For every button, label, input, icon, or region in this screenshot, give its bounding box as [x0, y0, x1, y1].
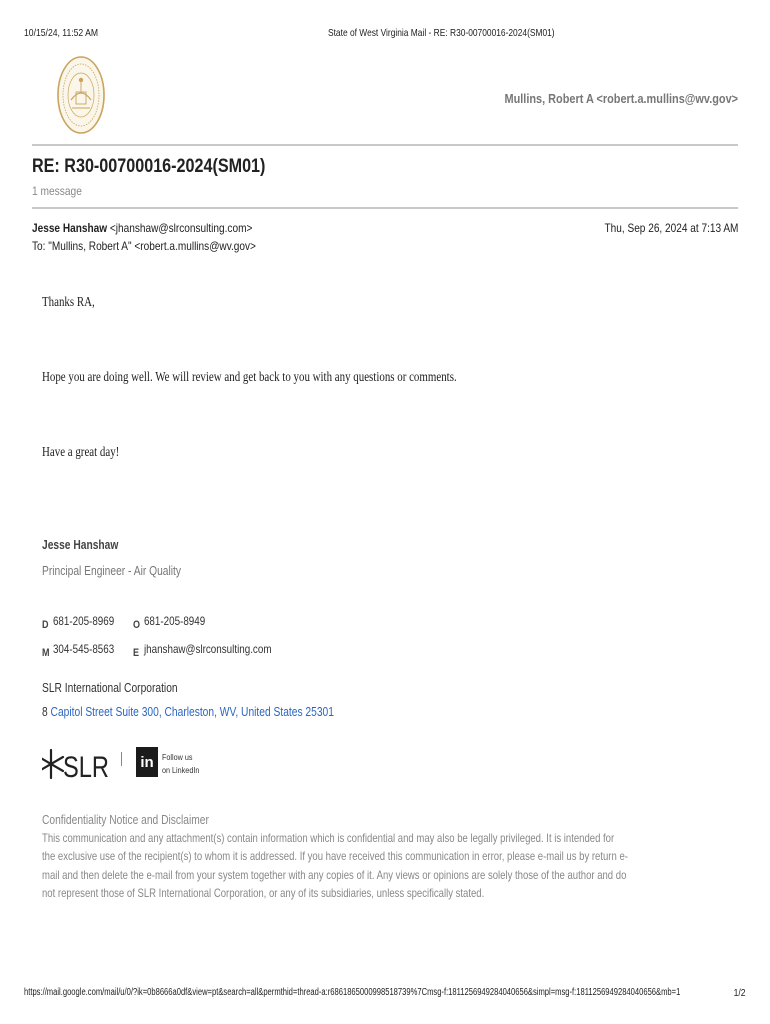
direct-key: D — [42, 619, 49, 631]
address-link[interactable]: Capitol Street Suite 300, Charleston, WV, United States 25301 — [50, 705, 334, 719]
signature-direct-phone: D 681-205-8969 — [42, 614, 115, 631]
sender-name: Jesse Hanshaw — [32, 221, 108, 235]
print-url: https://mail.google.com/mail/u/0/?ik=0b8666a0df&view=pt&search=all&permthid=thread-a:r6861865000998518739%7Cmsg-f:1811256949284040656&simpl=msg-f:1811256949284040656&mb=1 — [24, 987, 681, 998]
sender-email: <jhanshaw@slrconsulting.com> — [109, 221, 253, 235]
signature-office-phone: O 681-205-8949 — [133, 614, 206, 631]
logo-divider — [121, 752, 122, 766]
disclaimer-line: This communication and any attachment(s) contain information which is confidential and may also be legally privileged. It is intended for — [42, 831, 615, 845]
message-count: 1 message — [32, 184, 82, 198]
email-key: E — [133, 647, 140, 659]
signature-email[interactable]: E jhanshaw@slrconsulting.com — [133, 642, 272, 659]
disclaimer-title: Confidentiality Notice and Disclaimer — [42, 813, 209, 827]
message-greeting: Thanks RA, — [42, 295, 95, 310]
account-identity: Mullins, Robert A <robert.a.mullins@wv.gov> — [504, 91, 738, 106]
message-date: Thu, Sep 26, 2024 at 7:13 AM — [604, 221, 738, 235]
subject-divider — [32, 207, 738, 209]
disclaimer-line: mail and then delete the e-mail from your system together with any copies of it. Any views or opinions are solely those of the author and do — [42, 868, 627, 882]
signature-company: SLR International Corporation — [42, 681, 178, 695]
print-datetime: 10/15/24, 11:52 AM — [24, 27, 99, 39]
message-to: To: "Mullins, Robert A" <robert.a.mullins@wv.gov> — [32, 239, 256, 253]
thread-subject: RE: R30-00700016-2024(SM01) — [32, 156, 266, 177]
header-divider — [32, 144, 738, 146]
signature-title: Principal Engineer - Air Quality — [42, 564, 182, 578]
print-page-number: 1/2 — [734, 987, 746, 999]
linkedin-icon[interactable]: in — [136, 747, 158, 777]
mobile-key: M — [42, 647, 50, 659]
office-key: O — [133, 619, 141, 631]
signature-name: Jesse Hanshaw — [42, 538, 119, 552]
signature-address: 8 Capitol Street Suite 300, Charleston, WV, United States 25301 — [42, 705, 334, 719]
disclaimer-line: not represent those of SLR International Corporation, or any of its subsidiaries, unless specifically stated. — [42, 886, 485, 900]
message-paragraph: Hope you are doing well. We will review and get back to you with any questions or comments. — [42, 370, 457, 385]
slr-star-icon — [42, 750, 63, 778]
message-from — [32, 221, 294, 235]
message-closing: Have a great day! — [42, 445, 120, 460]
disclaimer-line: the exclusive use of the recipient(s) to whom it is addressed. If you have received this communication in error, please e-mail us by return e- — [42, 849, 628, 863]
print-page-title: State of West Virginia Mail - RE: R30-00700016-2024(SM01) — [328, 27, 555, 39]
slr-logo — [42, 744, 118, 784]
slr-logo-text: SLR — [63, 751, 109, 784]
state-seal-icon — [57, 56, 105, 134]
signature-mobile-phone: M 304-545-8563 — [42, 642, 115, 659]
linkedin-follow[interactable]: Follow us on LinkedIn — [162, 752, 200, 775]
